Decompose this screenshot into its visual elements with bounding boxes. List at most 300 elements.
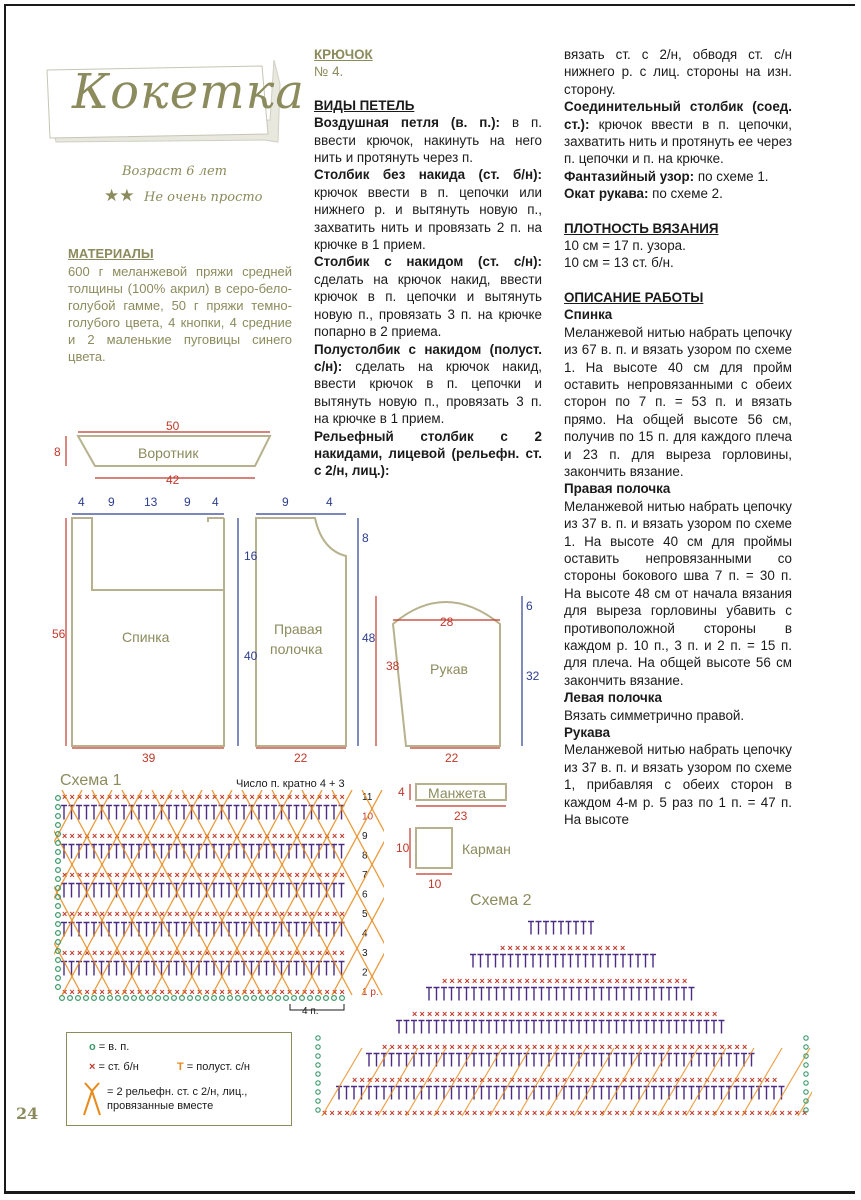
- single-crochet-mark: ×: [144, 948, 150, 958]
- single-crochet-mark: ×: [324, 948, 330, 958]
- stitch-item: Столбик с накидом (ст. с/н): сделать на крючок накид, ввести крючок в п. цепочки и вытянуть новую п., провязать 3 п. на крючке попарно в 2 приема.: [314, 254, 542, 340]
- chain-mark: [56, 913, 61, 918]
- half-double-mark: [629, 1054, 635, 1067]
- stitch-item: Фантазийный узор: по схеме 1.: [564, 168, 769, 184]
- half-double-mark: [204, 806, 210, 820]
- single-crochet-mark: ×: [412, 1075, 418, 1085]
- single-crochet-mark: ×: [644, 1042, 650, 1052]
- half-double-mark: [543, 922, 549, 935]
- single-crochet-mark: ×: [129, 870, 135, 880]
- single-crochet-mark: ×: [517, 1075, 523, 1085]
- single-crochet-mark: ×: [577, 1009, 583, 1019]
- single-crochet-mark: ×: [689, 1009, 695, 1019]
- half-double-mark: [568, 955, 574, 968]
- single-crochet-mark: ×: [500, 943, 506, 953]
- single-crochet-mark: ×: [339, 870, 345, 880]
- half-double-mark: [411, 1021, 417, 1034]
- single-crochet-mark: ×: [577, 1075, 583, 1085]
- half-double-mark: [569, 1087, 575, 1100]
- half-double-mark: [84, 806, 90, 820]
- single-crochet-mark: ×: [397, 1042, 403, 1052]
- single-crochet-mark: ×: [652, 1108, 658, 1118]
- scheme2-title: Схема 2: [470, 892, 532, 909]
- legend-relief-text: = 2 рельефн. ст. с 2/н, лиц., провязанные вместе: [107, 1086, 248, 1112]
- single-crochet-mark: ×: [227, 948, 233, 958]
- half-double-mark: [485, 955, 491, 968]
- single-crochet-mark: ×: [614, 1009, 620, 1019]
- single-crochet-mark: ×: [182, 831, 188, 841]
- single-crochet-mark: ×: [129, 831, 135, 841]
- half-double-mark: [674, 1021, 680, 1034]
- single-crochet-mark: ×: [294, 870, 300, 880]
- single-crochet-mark: ×: [122, 831, 128, 841]
- half-double-mark: [151, 884, 157, 898]
- section-title: Рукава: [564, 725, 611, 741]
- half-double-mark: [339, 884, 345, 898]
- sleeve-top-dim: 28: [440, 615, 454, 629]
- chain-mark: [284, 996, 289, 1001]
- single-crochet-mark: ×: [599, 976, 605, 986]
- single-crochet-mark: ×: [794, 1108, 800, 1118]
- single-crochet-mark: ×: [302, 909, 308, 919]
- single-crochet-mark: ×: [734, 1042, 740, 1052]
- single-crochet-mark: ×: [464, 1108, 470, 1118]
- single-crochet-mark: ×: [697, 1042, 703, 1052]
- half-double-mark: [635, 955, 641, 968]
- legend-item: × = ст. б/н: [89, 1061, 139, 1073]
- single-crochet-mark: ×: [332, 909, 338, 919]
- single-crochet-mark: ×: [592, 1108, 598, 1118]
- single-crochet-mark: ×: [419, 1009, 425, 1019]
- half-double-mark: [441, 1087, 447, 1100]
- single-crochet-mark: ×: [219, 948, 225, 958]
- pocket-side-dim: 10: [396, 841, 410, 855]
- single-crochet-mark: ×: [294, 792, 300, 802]
- single-crochet-mark: ×: [84, 948, 90, 958]
- half-double-mark: [494, 1021, 500, 1034]
- single-crochet-mark: ×: [227, 792, 233, 802]
- single-crochet-mark: ×: [77, 831, 83, 841]
- single-crochet-mark: ×: [442, 1108, 448, 1118]
- single-crochet-mark: ×: [272, 831, 278, 841]
- single-crochet-mark: ×: [464, 1042, 470, 1052]
- single-crochet-mark: ×: [537, 943, 543, 953]
- half-double-mark: [659, 1021, 665, 1034]
- single-crochet-mark: ×: [554, 1009, 560, 1019]
- single-crochet-mark: ×: [159, 870, 165, 880]
- half-double-mark: [681, 1021, 687, 1034]
- half-double-mark: [536, 922, 542, 935]
- half-double-mark: [749, 1087, 755, 1100]
- single-crochet-mark: ×: [592, 976, 598, 986]
- half-double-mark: [344, 1087, 350, 1100]
- single-crochet-mark: ×: [479, 1075, 485, 1085]
- single-crochet-mark: ×: [479, 1108, 485, 1118]
- single-crochet-mark: ×: [122, 948, 128, 958]
- half-double-mark: [426, 1087, 432, 1100]
- half-double-mark: [441, 988, 447, 1001]
- single-crochet-mark: ×: [545, 943, 551, 953]
- single-crochet-mark: ×: [539, 976, 545, 986]
- section-text: Меланжевой нитью набрать цепочку из 37 в. п. и вязать узором по схеме 1. На высоте 40 см для проймы оставить непровязанными со стороны бокового шва 7 п. = 30 п. На высоте 48 см от начала вязания для выреза горловины убавить с противоположной стороны в каждом р. 10 п., 3 п. и 2 п. = 15 п. для плеча. На общей высоте 56 см закончить вязание.: [564, 498, 792, 688]
- single-crochet-mark: ×: [584, 1108, 590, 1118]
- single-crochet-mark: ×: [204, 948, 210, 958]
- single-crochet-mark: ×: [494, 1009, 500, 1019]
- half-double-mark: [479, 1054, 485, 1067]
- single-crochet-mark: ×: [279, 987, 285, 997]
- single-crochet-mark: ×: [682, 1108, 688, 1118]
- row-label: 8: [362, 850, 368, 862]
- single-crochet-mark: ×: [317, 792, 323, 802]
- single-crochet-mark: ×: [607, 1108, 613, 1118]
- single-crochet-mark: ×: [287, 792, 293, 802]
- half-double-mark: [106, 884, 112, 898]
- single-crochet-mark: ×: [182, 948, 188, 958]
- single-crochet-mark: ×: [494, 1075, 500, 1085]
- single-crochet-mark: ×: [667, 1075, 673, 1085]
- single-crochet-mark: ×: [107, 948, 113, 958]
- single-crochet-mark: ×: [704, 1009, 710, 1019]
- single-crochet-mark: ×: [577, 1108, 583, 1118]
- single-crochet-mark: ×: [227, 987, 233, 997]
- half-double-mark: [606, 988, 612, 1001]
- single-crochet-mark: ×: [317, 987, 323, 997]
- half-double-mark: [606, 1087, 612, 1100]
- single-crochet-mark: ×: [727, 1075, 733, 1085]
- single-crochet-mark: ×: [479, 976, 485, 986]
- row-label: 3: [362, 948, 368, 959]
- half-double-mark: [516, 1087, 522, 1100]
- single-crochet-mark: ×: [287, 870, 293, 880]
- single-crochet-mark: ×: [264, 831, 270, 841]
- chain-mark: [56, 985, 61, 990]
- half-double-mark: [241, 962, 247, 976]
- half-double-mark: [629, 1021, 635, 1034]
- single-crochet-mark: ×: [144, 909, 150, 919]
- single-crochet-mark: ×: [272, 987, 278, 997]
- single-crochet-mark: ×: [339, 909, 345, 919]
- half-double-mark: [174, 845, 180, 859]
- half-double-mark: [524, 1054, 530, 1067]
- half-double-mark: [219, 884, 225, 898]
- single-crochet-mark: ×: [174, 948, 180, 958]
- half-double-mark: [606, 1021, 612, 1034]
- back-top-dim: 4: [212, 495, 219, 509]
- single-crochet-mark: ×: [734, 1108, 740, 1118]
- half-double-mark: [771, 1087, 777, 1100]
- half-double-mark: [84, 845, 90, 859]
- single-crochet-mark: ×: [644, 976, 650, 986]
- single-crochet-mark: ×: [584, 1075, 590, 1085]
- chain-mark: [56, 823, 61, 828]
- single-crochet-mark: ×: [359, 1075, 365, 1085]
- half-double-mark: [539, 988, 545, 1001]
- single-crochet-mark: ×: [397, 1075, 403, 1085]
- single-crochet-mark: ×: [114, 948, 120, 958]
- half-double-mark: [696, 1021, 702, 1034]
- single-crochet-mark: ×: [144, 792, 150, 802]
- single-crochet-mark: ×: [69, 987, 75, 997]
- single-crochet-mark: ×: [622, 1042, 628, 1052]
- chain-mark: [56, 850, 61, 855]
- single-crochet-mark: ×: [167, 948, 173, 958]
- single-crochet-mark: ×: [197, 870, 203, 880]
- single-crochet-mark: ×: [264, 987, 270, 997]
- difficulty-stars-icon: ★★: [104, 186, 135, 206]
- single-crochet-mark: ×: [560, 943, 566, 953]
- single-crochet-mark: ×: [457, 1108, 463, 1118]
- single-crochet-mark: ×: [204, 792, 210, 802]
- single-crochet-mark: ×: [62, 792, 68, 802]
- half-double-mark: [591, 1087, 597, 1100]
- half-double-mark: [426, 988, 432, 1001]
- single-crochet-mark: ×: [712, 1075, 718, 1085]
- relief-line: [54, 790, 142, 995]
- relief-line: [54, 790, 142, 995]
- half-double-mark: [189, 884, 195, 898]
- half-double-mark: [456, 1021, 462, 1034]
- single-crochet-mark: ×: [547, 1042, 553, 1052]
- row-label: 6: [362, 889, 368, 901]
- half-double-mark: [339, 845, 345, 859]
- single-crochet-mark: ×: [374, 1108, 380, 1118]
- stitch-item: Окат рукава: по схеме 2.: [564, 186, 723, 202]
- single-crochet-mark: ×: [502, 1042, 508, 1052]
- single-crochet-mark: ×: [539, 1075, 545, 1085]
- half-double-mark: [674, 988, 680, 1001]
- single-crochet-mark: ×: [620, 943, 626, 953]
- half-double-mark: [69, 884, 75, 898]
- single-crochet-mark: ×: [629, 1009, 635, 1019]
- single-crochet-mark: ×: [434, 1009, 440, 1019]
- single-crochet-mark: ×: [547, 1009, 553, 1019]
- single-crochet-mark: ×: [279, 948, 285, 958]
- single-crochet-mark: ×: [522, 943, 528, 953]
- single-crochet-mark: ×: [457, 976, 463, 986]
- single-crochet-mark: ×: [129, 792, 135, 802]
- half-double-mark: [279, 884, 285, 898]
- half-double-mark: [530, 955, 536, 968]
- single-crochet-mark: ×: [324, 987, 330, 997]
- single-crochet-mark: ×: [487, 976, 493, 986]
- single-crochet-mark: ×: [569, 1108, 575, 1118]
- single-crochet-mark: ×: [449, 1009, 455, 1019]
- half-double-mark: [546, 1087, 552, 1100]
- section-text: Вязать симметрично правой.: [564, 707, 745, 723]
- single-crochet-mark: ×: [219, 987, 225, 997]
- half-double-mark: [734, 1054, 740, 1067]
- single-crochet-mark: ×: [532, 1042, 538, 1052]
- stitches-heading: ВИДЫ ПЕТЕЛЬ: [314, 97, 415, 113]
- single-crochet-mark: ×: [152, 831, 158, 841]
- single-crochet-mark: ×: [442, 1009, 448, 1019]
- single-crochet-mark: ×: [539, 1009, 545, 1019]
- half-double-mark: [84, 923, 90, 937]
- single-crochet-mark: ×: [227, 870, 233, 880]
- half-double-mark: [516, 1021, 522, 1034]
- single-crochet-mark: ×: [622, 1075, 628, 1085]
- half-double-mark: [599, 1087, 605, 1100]
- half-double-mark: [558, 922, 564, 935]
- single-crochet-mark: ×: [644, 1009, 650, 1019]
- work-heading: ОПИСАНИЕ РАБОТЫ: [564, 289, 704, 305]
- half-double-mark: [756, 1087, 762, 1100]
- single-crochet-mark: ×: [257, 909, 263, 919]
- single-crochet-mark: ×: [554, 976, 560, 986]
- half-double-mark: [226, 884, 232, 898]
- half-double-mark: [524, 988, 530, 1001]
- half-double-mark: [174, 962, 180, 976]
- half-double-mark: [681, 988, 687, 1001]
- single-crochet-mark: ×: [727, 1108, 733, 1118]
- single-crochet-mark: ×: [667, 1042, 673, 1052]
- half-double-mark: [456, 1087, 462, 1100]
- single-crochet-mark: ×: [69, 831, 75, 841]
- half-double-mark: [666, 1054, 672, 1067]
- half-double-mark: [644, 988, 650, 1001]
- single-crochet-mark: ×: [287, 987, 293, 997]
- half-double-mark: [493, 955, 499, 968]
- single-crochet-mark: ×: [472, 1108, 478, 1118]
- single-crochet-mark: ×: [442, 1075, 448, 1085]
- half-double-mark: [441, 1021, 447, 1034]
- chain-mark: [316, 1063, 320, 1067]
- half-double-mark: [114, 962, 120, 976]
- single-crochet-mark: ×: [682, 1075, 688, 1085]
- half-double-mark: [551, 922, 557, 935]
- sleeve-left-dim: 38: [386, 659, 400, 673]
- single-crochet-mark: ×: [397, 1108, 403, 1118]
- half-double-mark: [621, 1087, 627, 1100]
- chain-mark: [804, 1045, 808, 1049]
- half-double-mark: [136, 884, 142, 898]
- single-crochet-mark: ×: [599, 1075, 605, 1085]
- title-banner: [42, 50, 305, 145]
- single-crochet-mark: ×: [674, 1009, 680, 1019]
- half-double-mark: [264, 923, 270, 937]
- single-crochet-mark: ×: [189, 987, 195, 997]
- half-double-mark: [620, 955, 626, 968]
- half-double-mark: [539, 1021, 545, 1034]
- stitch-item: Столбик без накида (ст. б/н): крючок ввести в п. цепочки или нижнего р. и вытянуть новую п., захватить нить и провязать 2 п. на крючке в 1 прием.: [314, 167, 542, 253]
- single-crochet-mark: ×: [599, 1009, 605, 1019]
- single-crochet-mark: ×: [309, 948, 315, 958]
- single-crochet-mark: ×: [317, 870, 323, 880]
- single-crochet-mark: ×: [324, 831, 330, 841]
- half-double-mark: [396, 1087, 402, 1100]
- half-double-mark: [324, 845, 330, 859]
- half-double-mark: [576, 1087, 582, 1100]
- single-crochet-mark: ×: [77, 948, 83, 958]
- row-label: 9: [362, 831, 368, 842]
- half-double-mark: [211, 806, 217, 820]
- half-double-mark: [449, 1087, 455, 1100]
- single-crochet-mark: ×: [667, 1009, 673, 1019]
- single-crochet-mark: ×: [637, 1108, 643, 1118]
- single-crochet-mark: ×: [614, 1042, 620, 1052]
- single-crochet-mark: ×: [137, 987, 143, 997]
- single-crochet-mark: ×: [107, 831, 113, 841]
- single-crochet-mark: ×: [569, 1042, 575, 1052]
- half-double-icon: T: [177, 1061, 184, 1073]
- single-crochet-mark: ×: [509, 976, 515, 986]
- chain-mark: [316, 1054, 320, 1058]
- single-crochet-mark: ×: [644, 1108, 650, 1118]
- back-bottom-dim: 39: [142, 751, 156, 765]
- half-double-mark: [561, 1054, 567, 1067]
- single-crochet-mark: ×: [264, 948, 270, 958]
- single-crochet-mark: ×: [152, 792, 158, 802]
- single-crochet-mark: ×: [659, 1042, 665, 1052]
- pocket-bottom-dim: 10: [428, 877, 442, 891]
- single-crochet-mark: ×: [302, 987, 308, 997]
- half-double-mark: [279, 845, 285, 859]
- single-crochet-mark: ×: [389, 1108, 395, 1118]
- single-crochet-mark: ×: [629, 1042, 635, 1052]
- half-double-mark: [561, 1021, 567, 1034]
- half-double-mark: [516, 988, 522, 1001]
- half-double-mark: [471, 1054, 477, 1067]
- cuff-pocket-diagrams: [396, 776, 526, 896]
- single-crochet-mark: ×: [152, 870, 158, 880]
- single-crochet-mark: ×: [279, 792, 285, 802]
- half-double-mark: [689, 1021, 695, 1034]
- single-crochet-mark: ×: [449, 976, 455, 986]
- half-double-mark: [689, 988, 695, 1001]
- half-double-mark: [204, 845, 210, 859]
- single-crochet-mark: ×: [524, 1075, 530, 1085]
- chain-mark: [56, 976, 61, 981]
- half-double-mark: [181, 962, 187, 976]
- half-double-mark: [546, 988, 552, 1001]
- single-crochet-mark: ×: [419, 1108, 425, 1118]
- single-crochet-mark: ×: [772, 1108, 778, 1118]
- single-crochet-mark: ×: [787, 1108, 793, 1118]
- single-crochet-mark: ×: [122, 792, 128, 802]
- chain-mark: [56, 805, 61, 810]
- single-crochet-mark: ×: [317, 909, 323, 919]
- single-crochet-mark: ×: [167, 870, 173, 880]
- half-double-mark: [501, 1054, 507, 1067]
- single-crochet-mark: ×: [532, 1075, 538, 1085]
- single-crochet-mark: ×: [449, 1042, 455, 1052]
- single-crochet-mark: ×: [667, 1108, 673, 1118]
- half-double-mark: [539, 1054, 545, 1067]
- half-double-mark: [726, 1054, 732, 1067]
- half-double-mark: [494, 1087, 500, 1100]
- half-double-mark: [351, 1087, 357, 1100]
- single-crochet-mark: ×: [69, 909, 75, 919]
- back-right-upper-dim: 16: [244, 549, 258, 563]
- single-crochet-mark: ×: [279, 909, 285, 919]
- chain-mark: [56, 922, 61, 927]
- chain-mark: [804, 1090, 808, 1094]
- half-double-mark: [509, 1054, 515, 1067]
- half-double-mark: [91, 884, 97, 898]
- single-crochet-mark: ×: [704, 1108, 710, 1118]
- single-crochet-mark: ×: [212, 948, 218, 958]
- single-crochet-mark: ×: [704, 1042, 710, 1052]
- sleeve-right-lower-dim: 32: [526, 669, 540, 683]
- half-double-mark: [650, 955, 656, 968]
- single-crochet-mark: ×: [287, 948, 293, 958]
- single-crochet-mark: ×: [367, 1108, 373, 1118]
- single-crochet-mark: ×: [242, 987, 248, 997]
- half-double-mark: [374, 1087, 380, 1100]
- chain-stitch-icon: o: [89, 1041, 96, 1053]
- single-crochet-mark: ×: [182, 909, 188, 919]
- single-crochet-mark: ×: [332, 948, 338, 958]
